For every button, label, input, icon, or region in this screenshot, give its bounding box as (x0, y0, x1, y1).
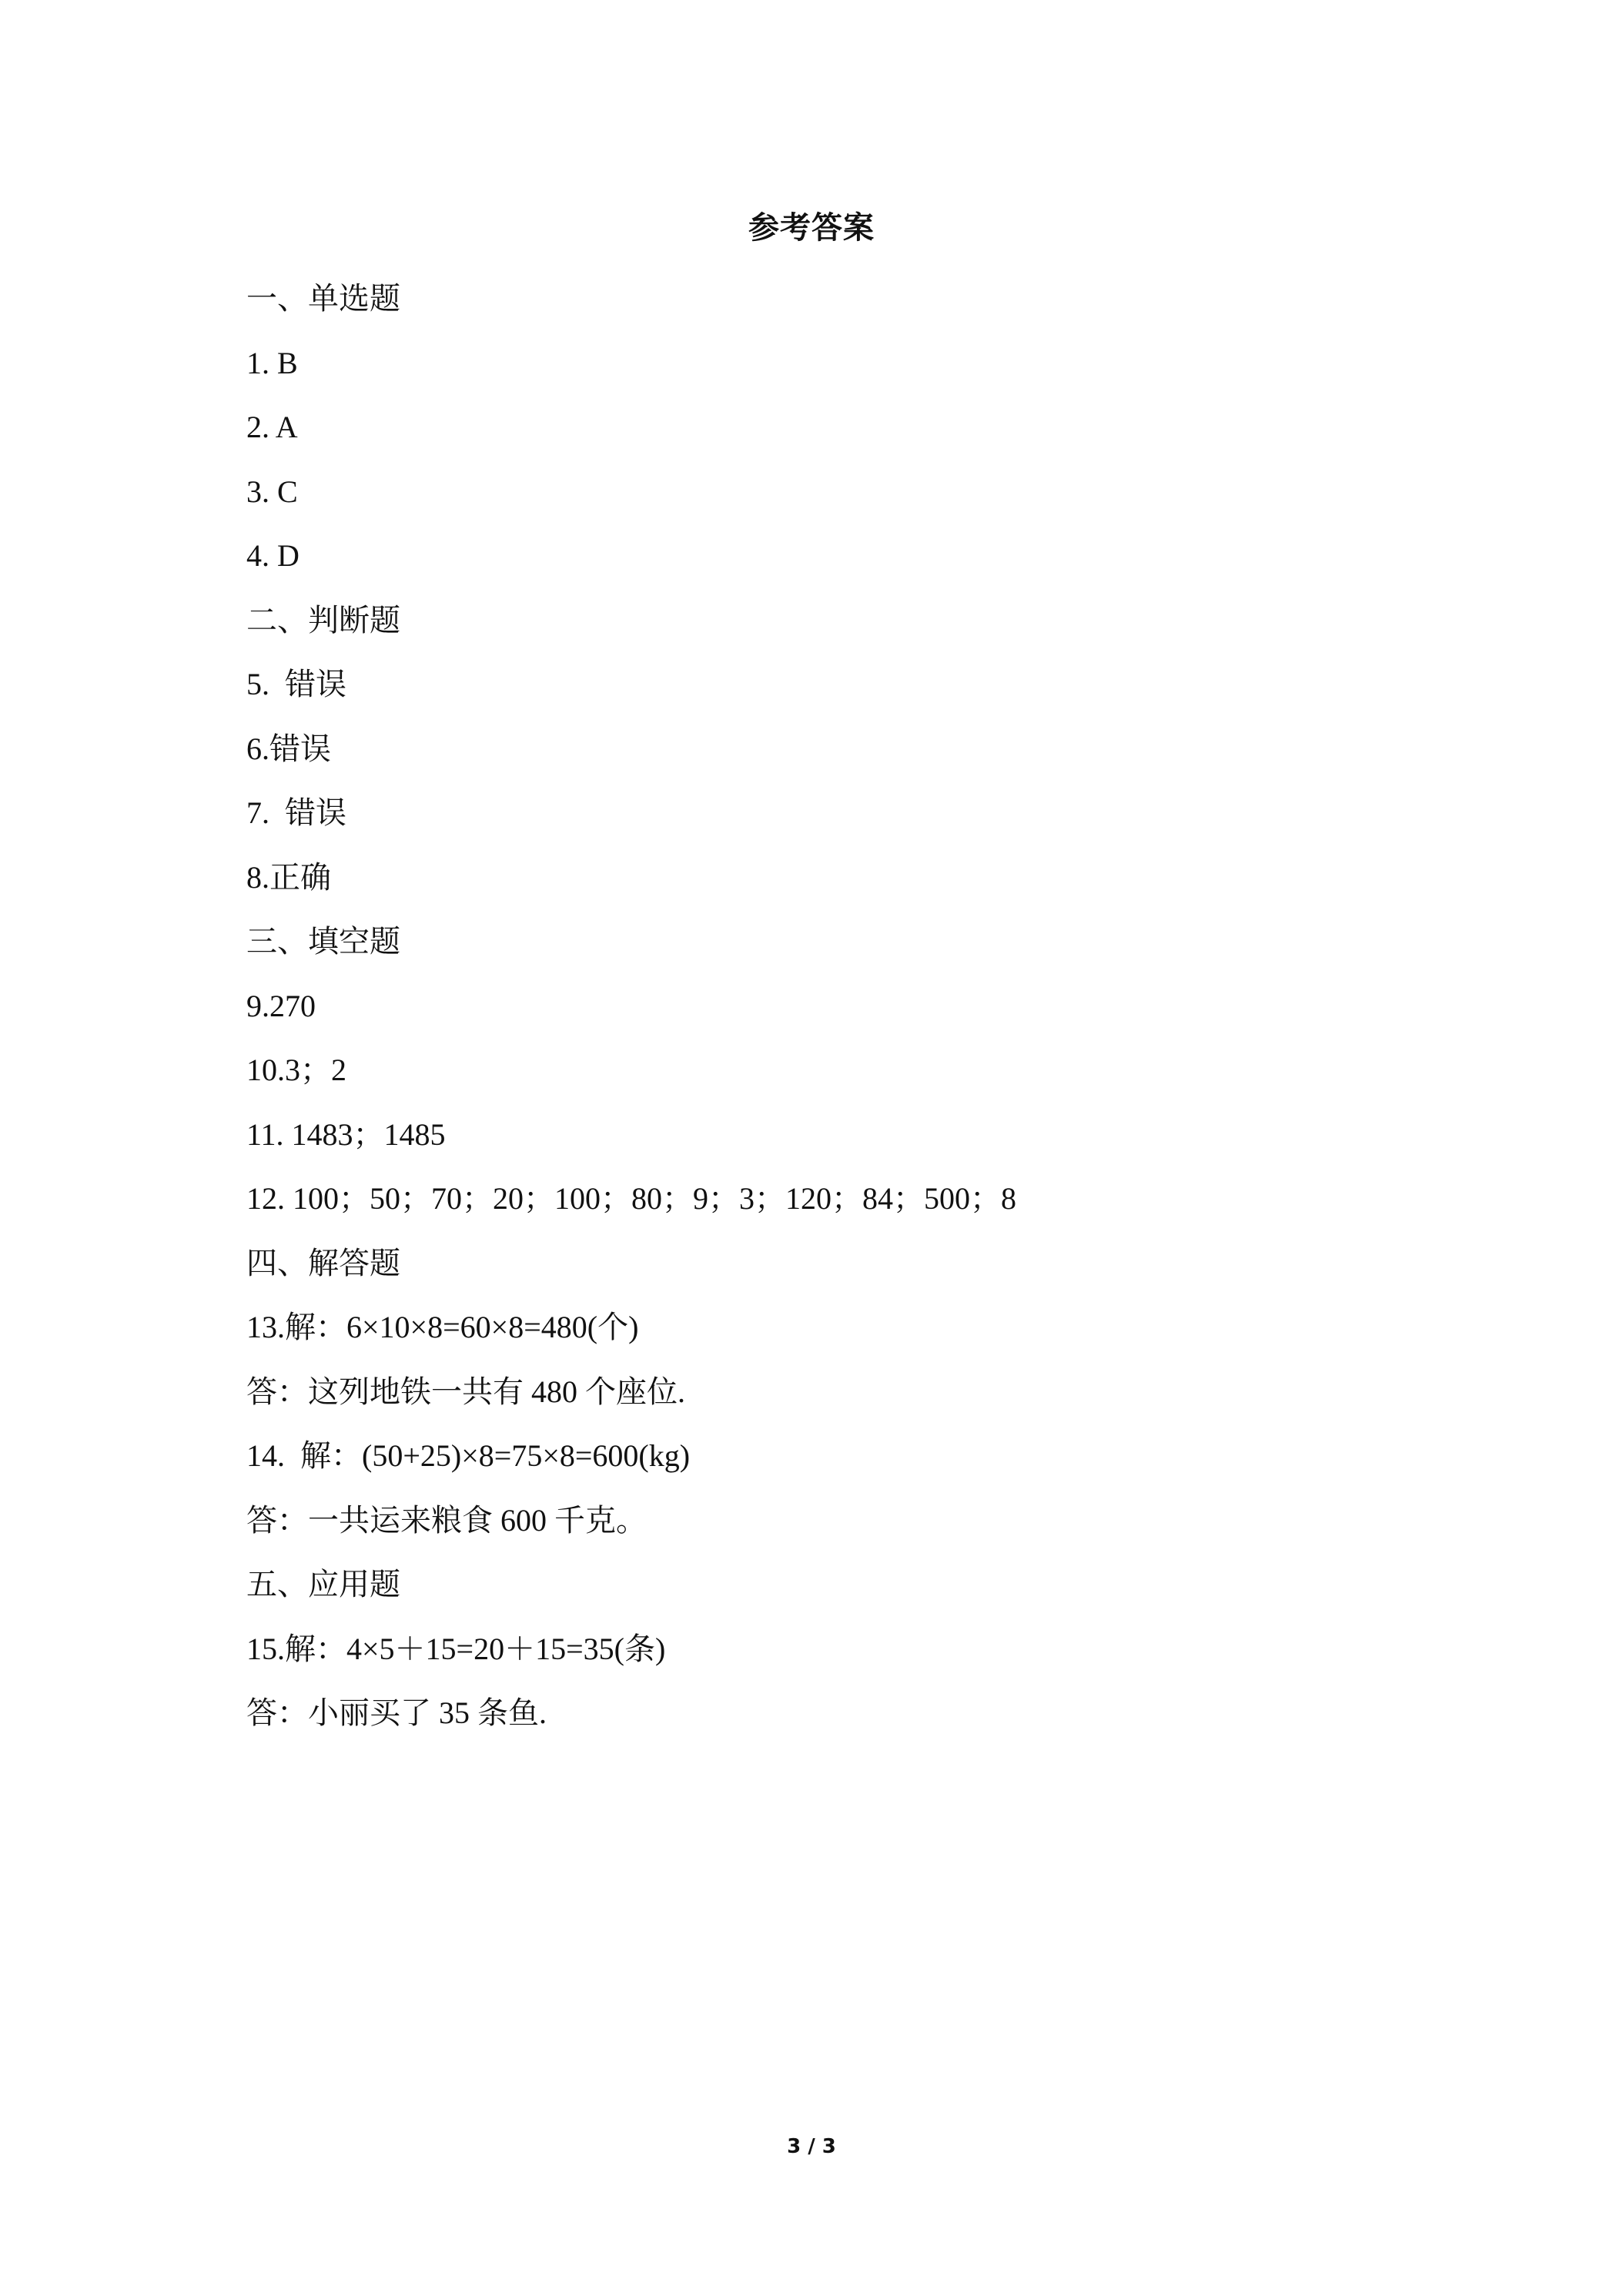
page-title: 参考答案 (748, 210, 875, 246)
answer-15-reply: 答：小丽买了 35 条鱼. (246, 1695, 547, 1730)
answer-2: 2. A (246, 410, 298, 444)
section-heading-fill-in: 三、填空题 (246, 924, 400, 959)
answer-10: 10.3；2 (246, 1053, 346, 1087)
section-heading-solutions: 四、解答题 (246, 1245, 400, 1280)
answer-3: 3. C (246, 474, 298, 509)
answer-14-reply: 答：一共运来粮食 600 千克。 (246, 1502, 647, 1538)
answer-6: 6.错误 (246, 731, 331, 766)
answer-9: 9.270 (246, 988, 316, 1023)
answer-1: 1. B (246, 345, 298, 380)
answer-list (246, 266, 1401, 1745)
answer-8: 8.正确 (246, 859, 331, 895)
answer-7: 7. 错误 (246, 795, 346, 830)
answer-5: 5. 错误 (246, 667, 346, 701)
page-number: 3 / 3 (787, 2135, 836, 2158)
section-heading-application: 五、应用题 (246, 1567, 400, 1602)
answer-13-solution: 13.解：6×10×8=60×8=480(个) (246, 1310, 639, 1344)
answer-13-reply: 答：这列地铁一共有 480 个座位. (246, 1374, 685, 1409)
answer-15-solution: 15.解：4×5＋15=20＋15=35(条) (246, 1631, 666, 1666)
answer-11: 11. 1483；1485 (246, 1116, 446, 1152)
section-heading-true-false: 二、判断题 (246, 602, 400, 638)
answer-4: 4. D (246, 538, 300, 573)
answer-14-solution: 14. 解：(50+25)×8=75×8=600(kg) (246, 1438, 691, 1473)
section-heading-single-choice: 一、单选题 (246, 281, 400, 316)
answer-12: 12. 100；50；70；20；100；80；9；3；120；84；500；8 (246, 1181, 1016, 1216)
